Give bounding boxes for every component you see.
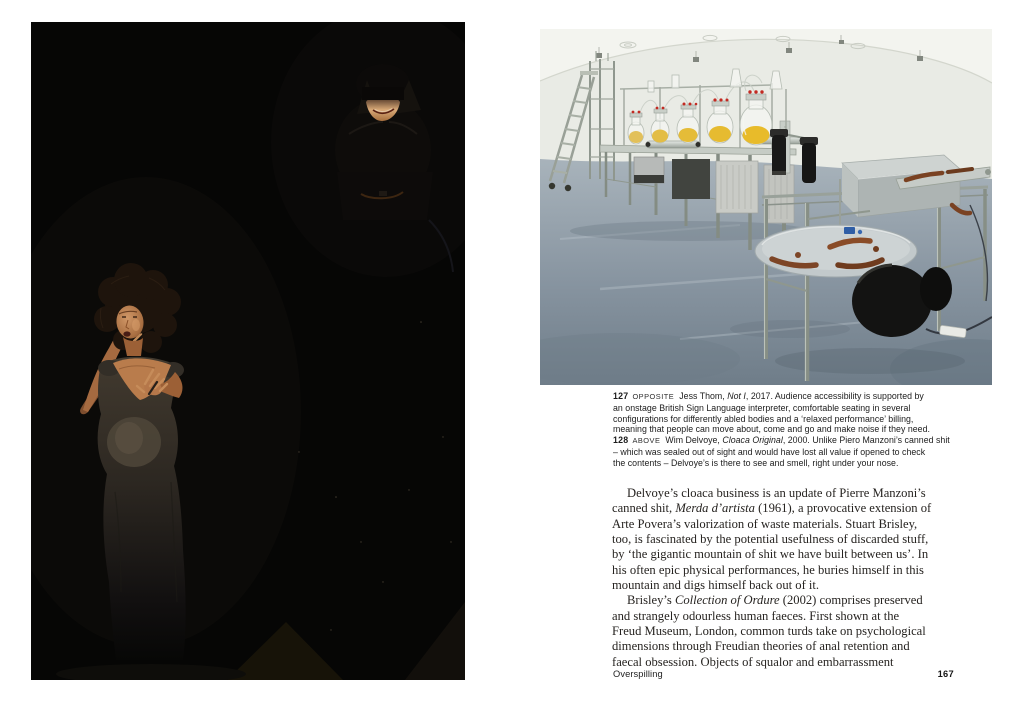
body-sentence: by ‘the gigantic mountain of shit we have built between us’. In — [612, 547, 929, 562]
performance-photo-image — [31, 22, 465, 680]
caption-text: , 2017. Audience accessibility is supported by — [745, 391, 924, 401]
body-line — [612, 532, 957, 547]
body-sentence: canned shit, — [612, 501, 676, 516]
caption-position-label: OPPOSITE — [632, 392, 675, 401]
body-line — [612, 578, 957, 593]
caption-position-label: ABOVE — [632, 436, 661, 445]
caption-line — [613, 414, 973, 425]
caption-line — [613, 447, 973, 458]
caption-text: meaning that people can move about, come and go and make noise if they need. — [613, 424, 930, 435]
caption-text: the contents – Delvoye’s is there to see and smell, right under your nose. — [613, 457, 899, 468]
body-line — [612, 563, 957, 578]
figure-127-photo — [31, 22, 465, 680]
body-sentence: mountain and digs himself back out of it. — [612, 578, 820, 593]
figure-number: 127 — [613, 391, 629, 401]
body-sentence: his often epic physical performances, he buries himself in this — [612, 562, 924, 577]
dark-equipment-box — [672, 159, 710, 199]
blue-valve — [844, 227, 855, 234]
artwork-title: Cloaca Original — [722, 435, 783, 445]
caption-text: an onstage British Sign Language interpreter, comfortable seating in several — [613, 402, 911, 413]
body-sentence: (2002) comprises preserved — [779, 593, 923, 608]
yellow-liquid — [629, 131, 643, 143]
caption-text: Jess Thom, — [679, 391, 728, 401]
body-line — [612, 593, 957, 608]
artwork-title: Not I — [727, 391, 746, 401]
running-footer: Overspilling — [613, 669, 663, 679]
caption-text: – which was sealed out of sight and would have lost all value if opened to check — [613, 446, 926, 457]
body-sentence: Brisley’s — [627, 593, 675, 608]
body-sentence: faecal obsession. Objects of squalor and embarrassment — [612, 654, 894, 669]
caption-line — [613, 424, 973, 435]
caption-text: , 2000. Unlike Piero Manzoni’s canned shit — [782, 435, 950, 445]
caption-text: configurations for differently abled bodies and a ‘relaxed performance’ billing, — [613, 413, 914, 424]
caption-line — [613, 403, 973, 414]
body-sentence: Arte Povera’s valorization of waste materials. Stuart Brisley, — [612, 516, 918, 531]
caption-text: Wim Delvoye, — [665, 435, 723, 445]
page-footer — [613, 669, 954, 679]
body-line — [612, 486, 957, 501]
body-sentence: and strangely odourless human faeces. First shown at the — [612, 608, 900, 623]
body-line — [612, 639, 957, 654]
page-number: 167 — [937, 669, 954, 679]
figure-128-photo — [540, 29, 992, 385]
installation-photo-image — [540, 29, 992, 385]
body-line — [612, 547, 957, 562]
body-line — [612, 655, 957, 670]
body-sentence: Delvoye’s cloaca business is an update of Pierre Manzoni’s — [627, 486, 926, 500]
body-sentence: too, is fascinated by the potential usefulness of discarded stuff, — [612, 532, 929, 547]
artwork-title: Collection of Ordure — [674, 593, 780, 608]
body-line — [612, 624, 957, 639]
open-mouth — [123, 331, 130, 336]
caption-line — [613, 458, 973, 469]
caption-line — [613, 435, 973, 447]
body-sentence: dimensions through Freudian theories of anal retention and — [612, 639, 910, 654]
body-sentence: Freud Museum, London, common turds take on psychological — [612, 624, 926, 639]
body-sentence: (1961), a provocative extension of — [754, 501, 932, 516]
body-line — [612, 517, 957, 532]
caption-line — [613, 391, 973, 403]
figure-caption — [613, 391, 973, 468]
body-text — [612, 486, 957, 670]
figure-number: 128 — [613, 435, 629, 445]
body-line — [612, 501, 957, 516]
body-line — [612, 609, 957, 624]
artwork-title: Merda d’artista — [675, 501, 755, 516]
